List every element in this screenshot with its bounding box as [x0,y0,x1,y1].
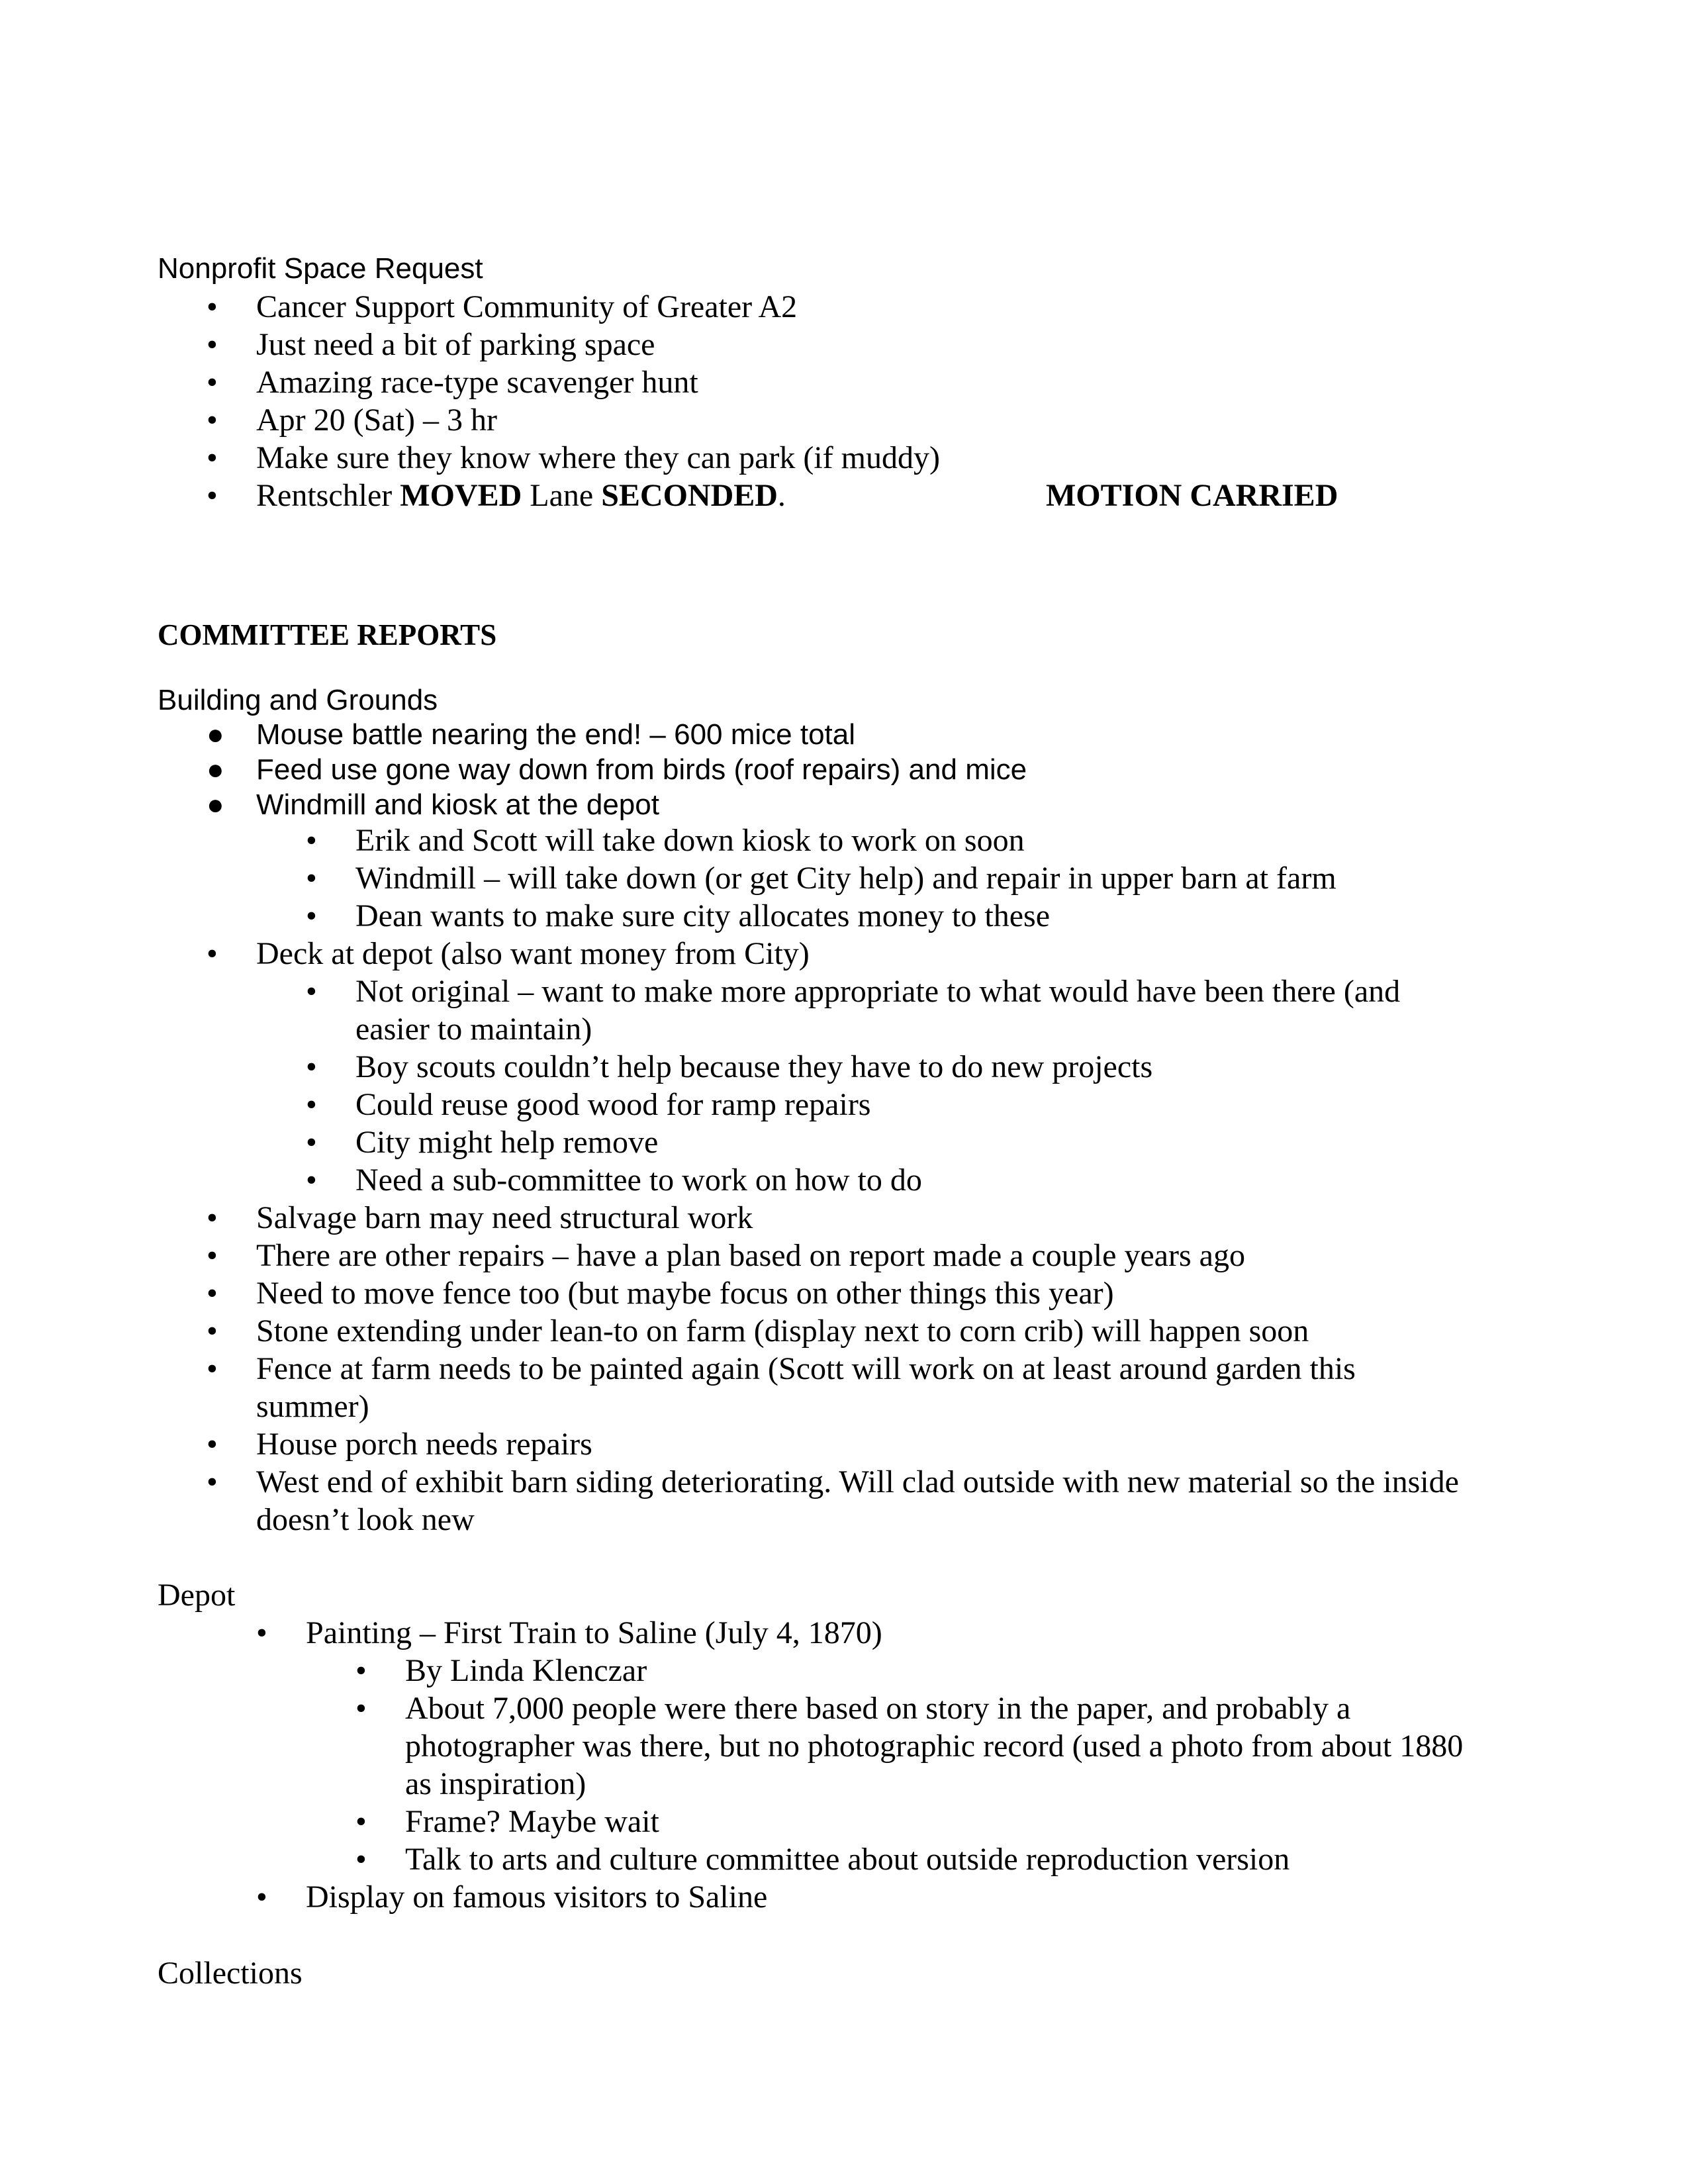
list-item: Just need a bit of parking space [256,327,655,362]
sub-list-item: Not original – want to make more appropriate to what would have been there (and [355,974,1401,1009]
list-item: Painting – First Train to Saline (July 4, 1870) [306,1615,882,1650]
list-item: West end of exhibit barn siding deteriorating. Will clad outside with new material so the inside [256,1464,1459,1499]
list-item: Stone extending under lean-to on farm (display next to corn crib) will happen soon [256,1313,1309,1349]
bullet-icon: • [207,289,218,324]
bullet-icon: • [256,1615,267,1650]
seconder-name: Lane [522,478,602,513]
bullet-icon: • [207,365,218,400]
bullet-icon: • [207,1313,218,1349]
motion-result: MOTION CARRIED [1046,478,1338,513]
bullet-icon: • [207,1464,218,1499]
bullet-icon: • [207,1276,218,1311]
list-item: Apr 20 (Sat) – 3 hr [256,403,497,438]
list-item: There are other repairs – have a plan based on report made a couple years ago [256,1238,1245,1273]
bullet-icon: • [207,936,218,971]
bullet-icon: ● [207,718,224,751]
bullet-icon: • [256,1879,267,1915]
bullet-icon: ● [207,788,224,821]
sub-list-item-continued: photographer was there, but no photographic record (used a photo from about 1880 [405,1729,1464,1764]
list-item-continued: doesn’t look new [256,1502,475,1537]
sub-list-item: Windmill – will take down (or get City help) and repair in upper barn at farm [355,861,1336,896]
bullet-icon: • [306,1049,317,1084]
sub-list-item: Talk to arts and culture committee about outside reproduction version [405,1842,1290,1877]
nonprofit-heading: Nonprofit Space Request [158,252,483,285]
seconded-label: SECONDED [601,478,778,513]
bullet-icon: ● [207,753,224,786]
depot-heading: Depot [158,1578,236,1613]
list-item: Fence at farm needs to be painted again (Scott will work on at least around garden this [256,1351,1356,1386]
bullet-icon: • [306,1087,317,1122]
buildings-heading: Building and Grounds [158,684,438,716]
bullet-icon: • [207,403,218,438]
list-item: Feed use gone way down from birds (roof repairs) and mice [256,753,1027,786]
sub-list-item: Frame? Maybe wait [405,1804,659,1839]
list-item: House porch needs repairs [256,1427,592,1462]
motion-period: . [777,478,786,513]
sub-list-item: Could reuse good wood for ramp repairs [355,1087,871,1122]
bullet-icon: • [355,1653,367,1688]
sub-list-item: Need a sub-committee to work on how to do [355,1163,922,1198]
sub-list-item-continued: easier to maintain) [355,1012,592,1047]
bullet-icon: • [207,1351,218,1386]
mover-name: Rentschler [256,478,400,513]
list-item: Display on famous visitors to Saline [306,1879,768,1915]
bullet-icon: • [355,1691,367,1726]
collections-heading: Collections [158,1956,303,1991]
bullet-icon: • [207,478,218,513]
bullet-icon: • [355,1804,367,1839]
list-item: Windmill and kiosk at the depot [256,788,659,821]
list-item: Deck at depot (also want money from City) [256,936,810,971]
list-item: Salvage barn may need structural work [256,1200,753,1235]
bullet-icon: • [306,898,317,933]
bullet-icon: • [306,823,317,858]
bullet-icon: • [207,440,218,475]
list-item-continued: summer) [256,1389,369,1424]
bullet-icon: • [207,1200,218,1235]
bullet-icon: • [306,861,317,896]
bullet-icon: • [306,974,317,1009]
bullet-icon: • [306,1125,317,1160]
bullet-icon: • [306,1163,317,1198]
list-item: Need to move fence too (but maybe focus on other things this year) [256,1276,1114,1311]
moved-label: MOVED [400,478,522,513]
list-item: Amazing race-type scavenger hunt [256,365,698,400]
list-item: Cancer Support Community of Greater A2 [256,289,798,324]
list-item: Make sure they know where they can park (if muddy) [256,440,940,475]
sub-list-item: Dean wants to make sure city allocates money to these [355,898,1050,933]
sub-list-item: By Linda Klenczar [405,1653,647,1688]
sub-list-item: Boy scouts couldn’t help because they have to do new projects [355,1049,1153,1084]
sub-list-item: Erik and Scott will take down kiosk to work on soon [355,823,1025,858]
sub-list-item-continued: as inspiration) [405,1766,586,1801]
committee-heading: COMMITTEE REPORTS [158,618,497,651]
bullet-icon: • [207,1238,218,1273]
sub-list-item: About 7,000 people were there based on story in the paper, and probably a [405,1691,1351,1726]
list-item: Mouse battle nearing the end! – 600 mice total [256,718,856,751]
bullet-icon: • [207,327,218,362]
bullet-icon: • [355,1842,367,1877]
motion-line [256,480,786,512]
sub-list-item: City might help remove [355,1125,659,1160]
bullet-icon: • [207,1427,218,1462]
